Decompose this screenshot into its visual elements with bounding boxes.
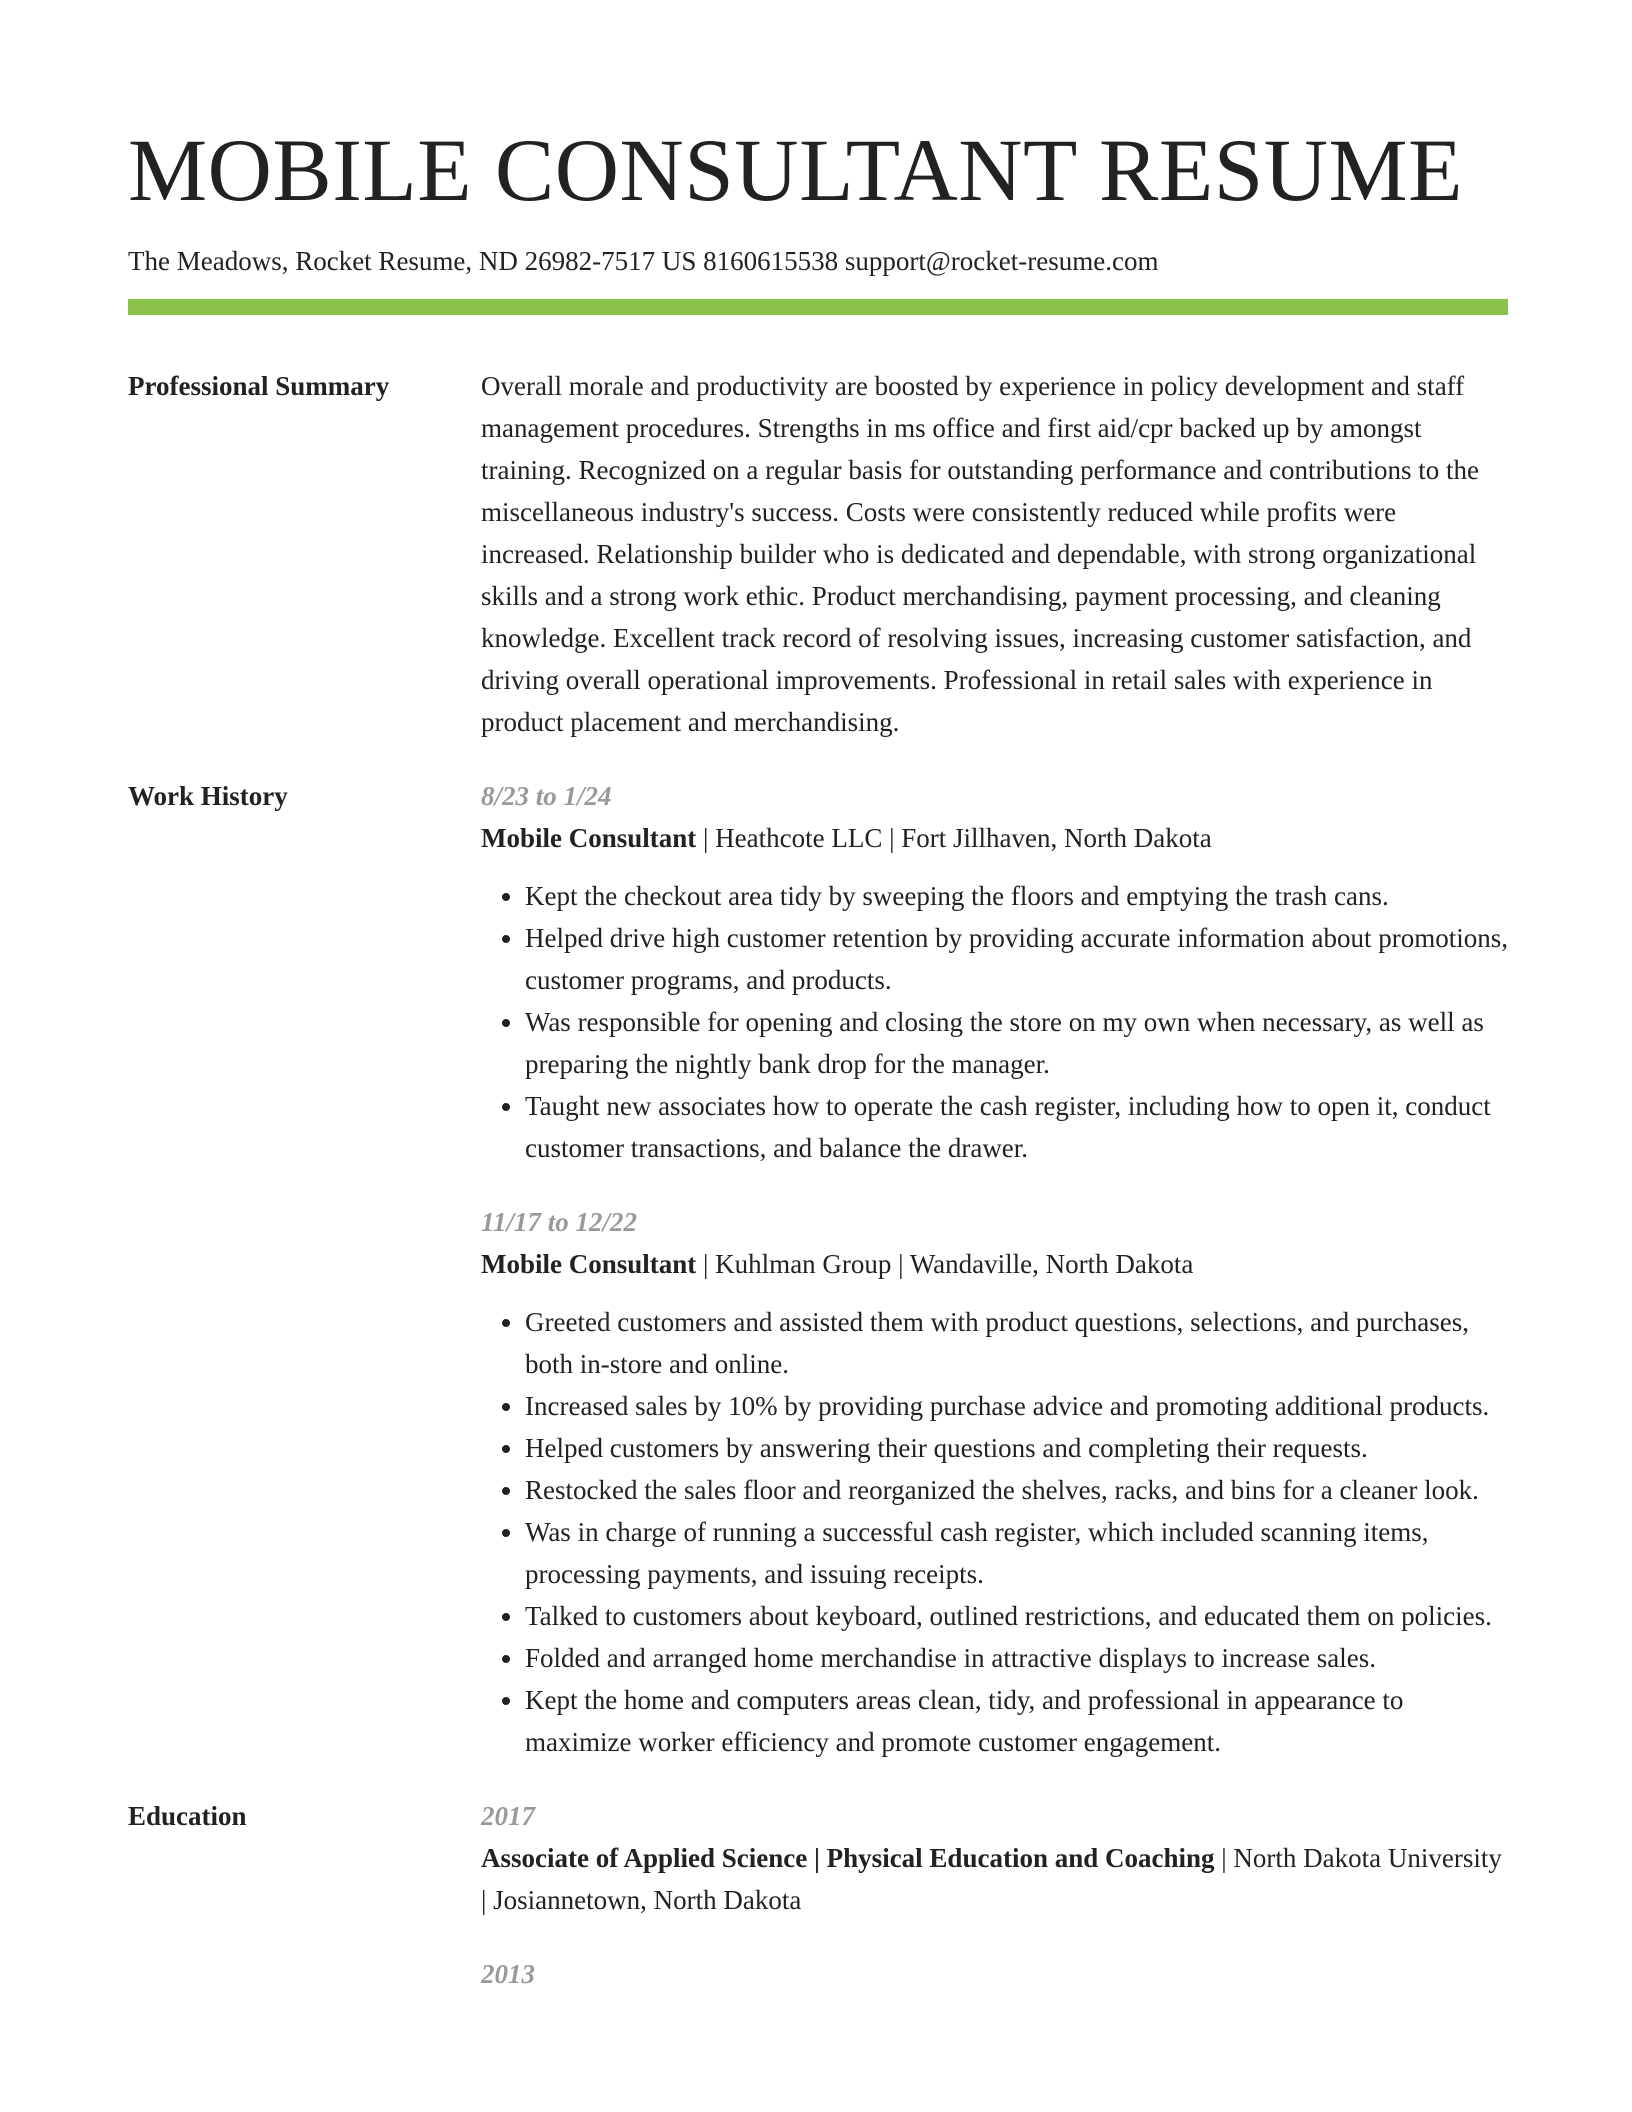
job-entry [481,775,1508,1169]
education-year: 2017 [481,1801,535,1831]
education-degree: Associate of Applied Science | Physical Education and Coaching [481,1843,1215,1873]
job-title-line [481,817,1508,859]
job-entry [481,1201,1508,1763]
job-dates: 11/17 to 12/22 [481,1207,638,1237]
job-bullets [481,1301,1508,1763]
work-history-heading: Work History [128,781,288,811]
job-details: | Kuhlman Group | Wandaville, North Dakota [696,1249,1194,1279]
education-entry [481,1953,1508,1995]
job-bullet: • Kept the checkout area tidy by sweeping the floors and emptying the trash cans. [525,875,1508,917]
summary-text: Overall morale and productivity are boosted by experience in policy development and staff management procedures. Strengths in ms office and first aid/cpr backed up by amongst training. Recognized on a regular basis for outstanding performance and contributions to the miscellaneous industry's success. Costs were consistently reduced while profits were increased. Relationship builder who is dedicated and dependable, with strong organizational skills and a strong work ethic. Product merchandising, payment processing, and cleaning knowledge. Excellent track record of resolving issues, increasing customer satisfaction, and driving overall operational improvements. Professional in retail sales with experience in product placement and merchandising. [481,371,1479,737]
job-bullet: • Taught new associates how to operate the cash register, including how to open it, conduct customer transactions, and balance the drawer. [525,1085,1508,1169]
education-entry [481,1795,1508,1921]
summary-body [481,365,1508,743]
job-bullet: • Folded and arranged home merchandise in attractive displays to increase sales. [525,1637,1508,1679]
job-dates: 8/23 to 1/24 [481,781,612,811]
resume-title: MOBILE CONSULTANT RESUME [128,122,1464,220]
job-bullet: • Greeted customers and assisted them with product questions, selections, and purchases, both in-store and online. [525,1301,1508,1385]
education-degree-line [481,1837,1508,1921]
education-body [481,1795,1508,1995]
job-bullet: • Restocked the sales floor and reorganized the shelves, racks, and bins for a cleaner look. [525,1469,1508,1511]
job-details: | Heathcote LLC | Fort Jillhaven, North Dakota [696,823,1212,853]
job-bullet: • Kept the home and computers areas clean, tidy, and professional in appearance to maximize worker efficiency and promote customer engagement. [525,1679,1508,1763]
job-bullet: • Helped customers by answering their questions and completing their requests. [525,1427,1508,1469]
contact-line: The Meadows, Rocket Resume, ND 26982-7517 US 8160615538 support@rocket-resume.com [128,246,1159,276]
work-history-body [481,775,1508,1763]
job-title-line [481,1243,1508,1285]
job-bullet: • Was in charge of running a successful cash register, which included scanning items, processing payments, and issuing receipts. [525,1511,1508,1595]
job-title: Mobile Consultant [481,823,697,853]
summary-section [128,365,1508,743]
education-details: | North Dakota University | Josiannetown, North Dakota [481,1843,1502,1915]
education-section [128,1795,1508,1995]
job-bullet: • Talked to customers about keyboard, outlined restrictions, and educated them on policies. [525,1595,1508,1637]
education-year: 2013 [481,1959,535,1989]
work-history-section [128,775,1508,1763]
summary-heading: Professional Summary [128,371,390,401]
job-bullet: • Increased sales by 10% by providing purchase advice and promoting additional products. [525,1385,1508,1427]
job-bullet: • Helped drive high customer retention by providing accurate information about promotions, customer programs, and products. [525,917,1508,1001]
job-title: Mobile Consultant [481,1249,697,1279]
job-bullet: • Was responsible for opening and closing the store on my own when necessary, as well as preparing the nightly bank drop for the manager. [525,1001,1508,1085]
education-heading: Education [128,1801,247,1831]
job-bullets [481,875,1508,1169]
resume-page [128,0,1508,1995]
header-divider [128,299,1508,315]
